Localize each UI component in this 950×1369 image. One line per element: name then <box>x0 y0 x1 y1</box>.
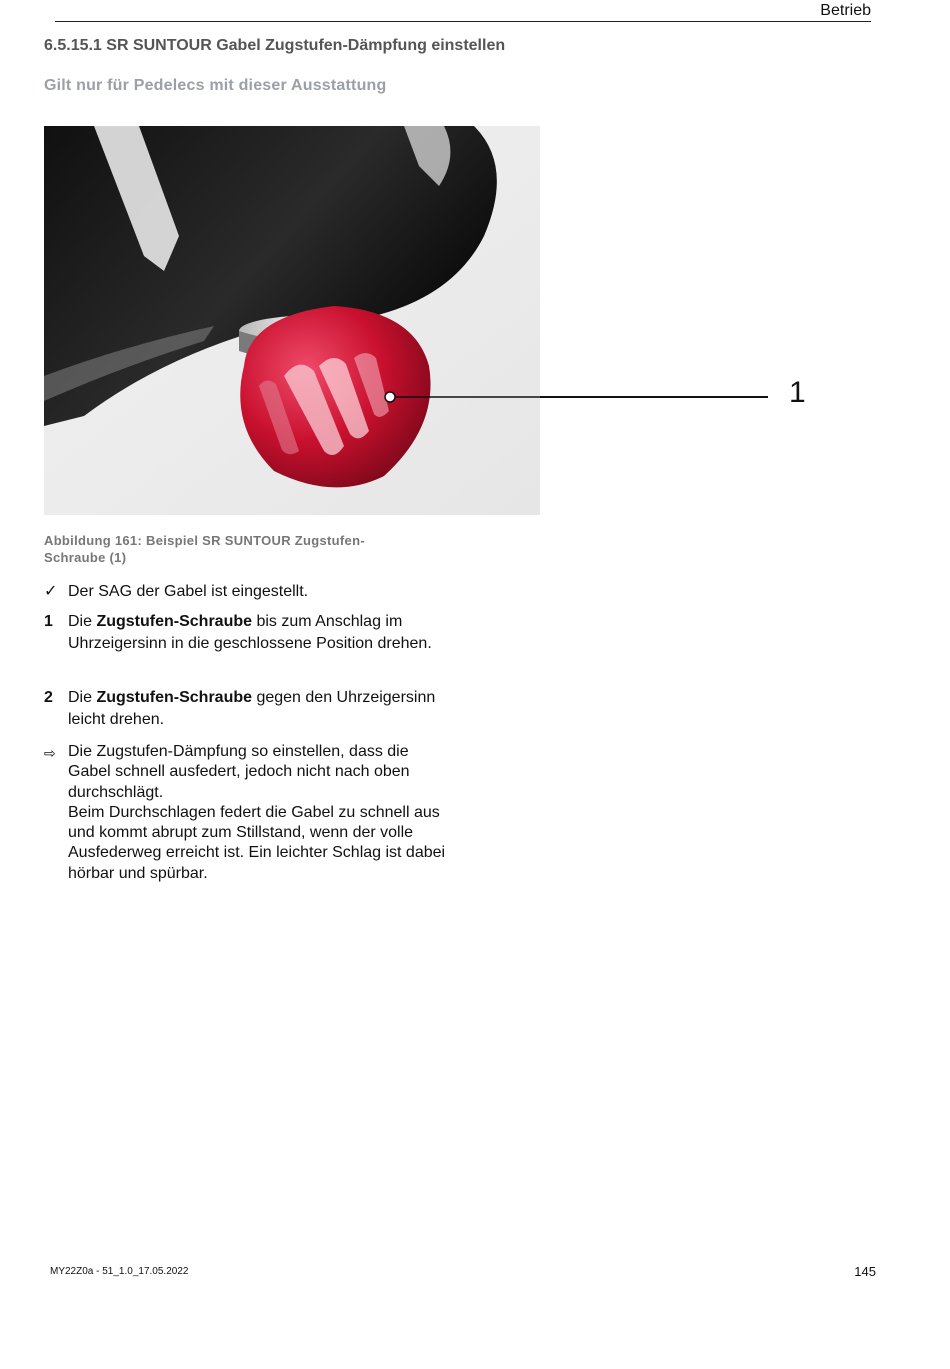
result-item <box>44 742 464 887</box>
step-2 <box>44 687 464 731</box>
checkmark-icon: ✓ <box>44 583 58 600</box>
figure-caption: Abbildung 161: Beispiel SR SUNTOUR Zugstufen-Schraube (1) <box>44 533 365 565</box>
step-number: 2 <box>44 689 53 706</box>
step-text-bold: Zugstufen-Schraube <box>96 613 253 630</box>
footer-page-number: 145 <box>854 1264 876 1279</box>
header-section-label: Betrieb <box>820 2 871 19</box>
precondition-item <box>44 581 464 603</box>
footer-doc-id: MY22Z0a - 51_1.0_17.05.2022 <box>50 1266 189 1277</box>
figure-photo <box>44 126 540 515</box>
header-rule <box>55 21 871 22</box>
step-1 <box>44 611 464 677</box>
step-text-pre: Die <box>68 613 97 630</box>
precondition-text: Der SAG der Gabel ist eingestellt. <box>68 583 309 600</box>
page-title: 6.5.15.1 SR SUNTOUR Gabel Zugstufen-Dämpfung einstellen <box>44 37 506 54</box>
callout-number: 1 <box>789 376 806 409</box>
callout-line <box>540 396 768 398</box>
page-subtitle: Gilt nur für Pedelecs mit dieser Ausstattung <box>44 77 387 94</box>
result-text-line2: Beim Durchschlagen federt die Gabel zu schnell aus und kommt abrupt zum Stillstand, wenn der volle Ausfederweg erreicht ist. Ein leichter Schlag ist dabei hörbar und spürbar. <box>68 803 446 882</box>
arrow-right-icon: ⇨ <box>44 745 56 761</box>
step-text-pre: Die <box>68 689 97 706</box>
step-text-post: bis zum Anschlag im Uhrzeigersinn in die geschlossene Position drehen. <box>68 613 432 652</box>
step-text <box>68 611 448 655</box>
result-text <box>68 742 448 884</box>
step-text <box>68 687 448 731</box>
result-text-line1: Die Zugstufen-Dämpfung so einstellen, dass die Gabel schnell ausfedert, jedoch nicht nach oben durchschlägt. <box>68 743 410 801</box>
step-number: 1 <box>44 613 53 630</box>
step-text-post: gegen den Uhrzeigersinn leicht drehen. <box>68 689 436 728</box>
step-text-bold: Zugstufen-Schraube <box>96 689 253 706</box>
